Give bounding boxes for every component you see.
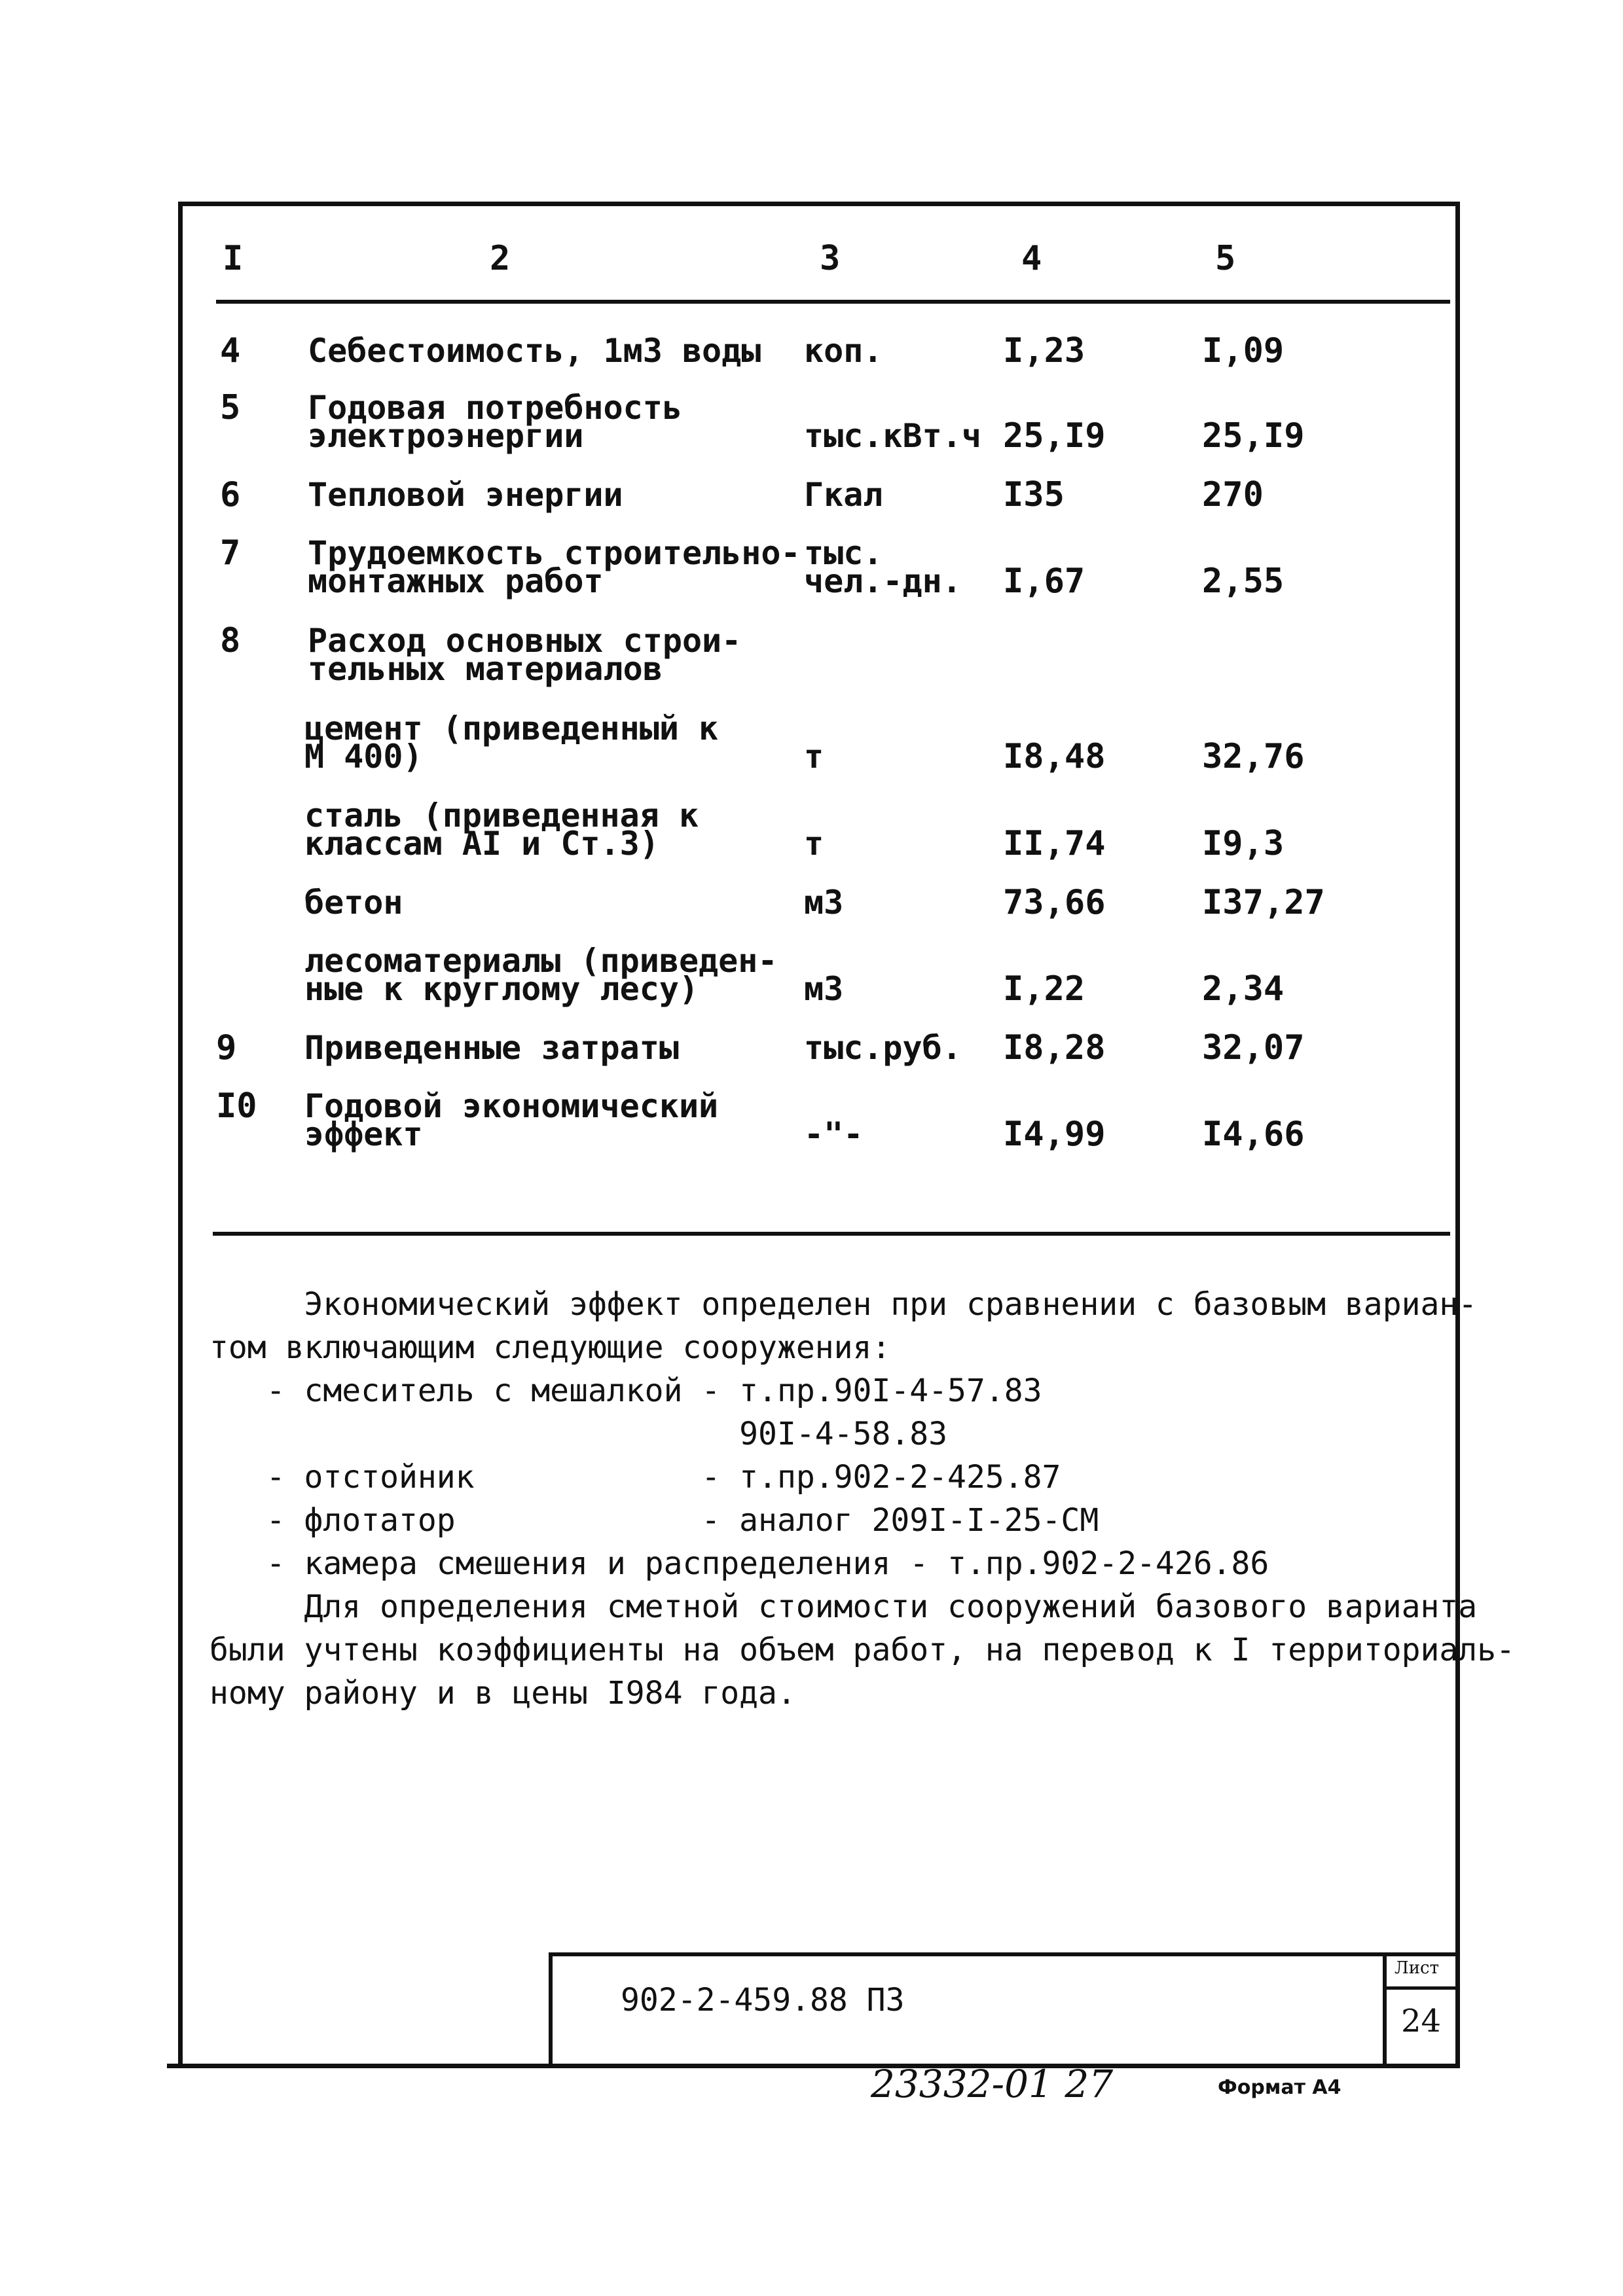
row-value-4: II,74 — [1003, 824, 1106, 863]
text-line: ному району и в цены I984 года. — [210, 1675, 796, 1712]
row-unit: т — [804, 825, 824, 863]
row-unit: Гкал — [804, 476, 883, 514]
row-name: Тепловой энергии — [308, 476, 623, 514]
column-header-1: I — [223, 239, 244, 278]
row-unit: тыс.кВт.ч — [804, 417, 981, 455]
row-value-5: 2,34 — [1202, 969, 1285, 1009]
row-number: 6 — [220, 475, 241, 514]
sheet-number: 24 — [1401, 2003, 1442, 2039]
row-name-line-1: Годовая потребность — [308, 389, 682, 427]
table-bottom-rule — [213, 1232, 1450, 1236]
row-name-line-2: ные к круглому лесу) — [304, 970, 699, 1008]
row-name-line-2: электроэнергии — [308, 417, 584, 455]
row-number: 4 — [220, 331, 241, 370]
header-rule — [216, 300, 1450, 304]
row-name-line-2: М 400) — [304, 738, 423, 776]
row-number: I0 — [216, 1086, 257, 1126]
row-number: 7 — [220, 533, 241, 573]
row-unit-line-1: тыс. — [804, 534, 883, 572]
text-line: - смеситель с мешалкой - т.пр.90I-4-57.83 — [210, 1372, 1042, 1409]
row-name: Приведенные затраты — [304, 1029, 679, 1067]
row-value-5: I9,3 — [1202, 824, 1285, 863]
row-value-4: I,23 — [1003, 331, 1085, 370]
row-value-5: I4,66 — [1202, 1115, 1305, 1154]
row-name-line-1: Годовой экономический — [304, 1087, 719, 1125]
text-line: были учтены коэффициенты на объем работ, на перевод к I территориаль- — [210, 1632, 1515, 1668]
row-name: бетон — [304, 884, 403, 922]
row-value-4: I8,48 — [1003, 737, 1106, 776]
column-header-3: 3 — [820, 239, 841, 278]
row-value-4: I,22 — [1003, 969, 1085, 1009]
text-line: - отстойник - т.пр.902-2-425.87 — [210, 1459, 1061, 1496]
row-value-4: I4,99 — [1003, 1115, 1106, 1154]
row-name-line-2: тельных материалов — [308, 650, 663, 688]
sheet-separator — [1383, 1986, 1460, 1990]
row-unit: м3 — [804, 970, 844, 1008]
row-name-line-1: сталь (приведенная к — [304, 797, 699, 834]
format-label: Формат А4 — [1218, 2076, 1341, 2099]
row-name-line-2: классам АI и Ст.3) — [304, 825, 659, 863]
row-name-line-2: монтажных работ — [308, 562, 604, 600]
document-code: 902-2-459.88 ПЗ — [621, 1982, 905, 2018]
archive-number: 23332-01 27 — [871, 2062, 1114, 2106]
row-unit: тыс.руб. — [804, 1029, 962, 1067]
row-value-5: 32,07 — [1202, 1028, 1305, 1067]
row-value-4: I35 — [1003, 475, 1065, 514]
row-unit: т — [804, 738, 824, 776]
row-value-5: I,09 — [1202, 331, 1285, 370]
row-value-5: 25,I9 — [1202, 416, 1305, 456]
row-value-4: 73,66 — [1003, 883, 1106, 922]
row-name-line-1: цемент (приведенный к — [304, 709, 719, 747]
row-name-line-1: Трудоемкость строительно- — [308, 534, 801, 572]
row-unit-line-2: чел.-дн. — [804, 562, 962, 600]
row-number: 8 — [220, 621, 241, 660]
column-header-2: 2 — [490, 239, 511, 278]
row-unit: коп. — [804, 332, 883, 370]
row-value-5: 2,55 — [1202, 562, 1285, 601]
row-number: 9 — [216, 1028, 237, 1067]
row-value-4: 25,I9 — [1003, 416, 1106, 456]
column-header-4: 4 — [1021, 239, 1042, 278]
row-unit: -"- — [804, 1115, 864, 1153]
row-name-line-2: эффект — [304, 1115, 423, 1153]
row-name-line-1: лесоматериалы (приведен- — [304, 942, 778, 980]
row-value-5: 32,76 — [1202, 737, 1305, 776]
row-value-4: I,67 — [1003, 562, 1085, 601]
row-number: 5 — [220, 388, 241, 427]
text-line: 90I-4-58.83 — [210, 1416, 948, 1452]
text-line: - камера смешения и распределения - т.пр.902-2-426.86 — [210, 1545, 1269, 1582]
text-line: - флотатор - аналог 209I-I-25-СМ — [210, 1502, 1099, 1539]
row-value-5: 270 — [1202, 475, 1264, 514]
column-header-5: 5 — [1215, 239, 1236, 278]
text-line: Экономический эффект определен при сравнении с базовым вариан- — [210, 1286, 1478, 1323]
text-line: Для определения сметной стоимости сооружений базового варианта — [210, 1588, 1478, 1625]
row-value-5: I37,27 — [1202, 883, 1325, 922]
row-unit: м3 — [804, 884, 844, 922]
sheet-label: Лист — [1395, 1958, 1439, 1978]
row-value-4: I8,28 — [1003, 1028, 1106, 1067]
text-line: том включающим следующие сооружения: — [210, 1329, 891, 1366]
row-name-line-1: Расход основных строи- — [308, 622, 742, 660]
row-name: Себестоимость, 1м3 воды — [308, 332, 761, 370]
